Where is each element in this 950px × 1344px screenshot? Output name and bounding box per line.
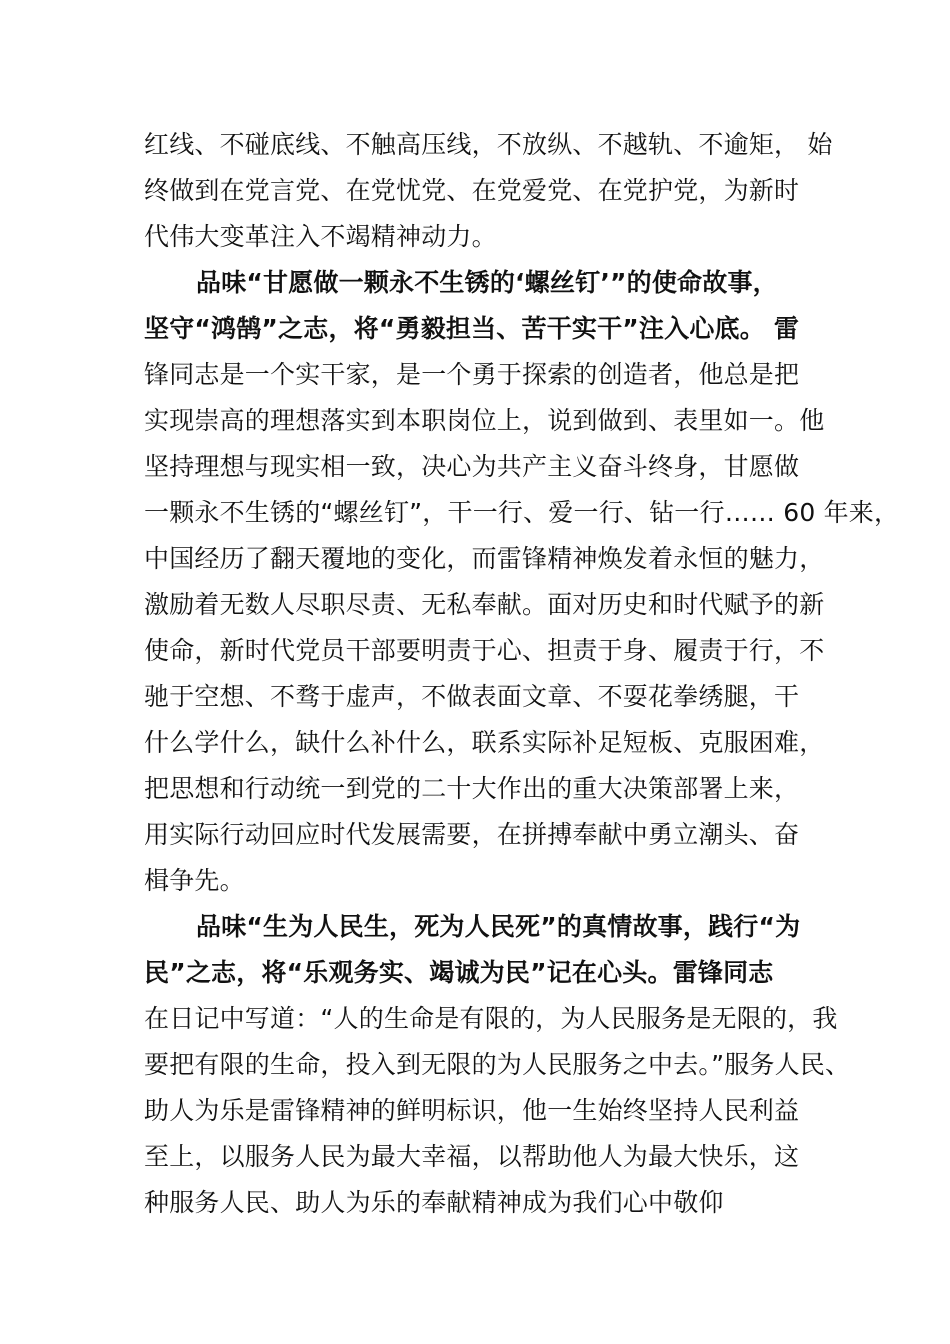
text-line: 把思想和行动统一到党的二十大作出的重大决策部署上来， [144, 774, 800, 803]
paragraph-heading-line: 品味“甘愿做一颗永不生锈的‘螺丝钉’”的使命故事， [196, 268, 778, 297]
text-line: 一颗永不生锈的“螺丝钉”，干一行、爱一行、钻一行…… 60 年来， [144, 498, 900, 527]
paragraph-heading-line: 民”之志，将“乐观务实、竭诚为民”记在心头。雷锋同志 [144, 958, 774, 987]
text-line: 激励着无数人尽职尽责、无私奉献。面对历史和时代赋予的新 [144, 590, 825, 619]
text-line: 至上，以服务人民为最大幸福，以帮助他人为最大快乐，这 [144, 1142, 800, 1171]
paragraph-heading-line: 坚守“鸿鹄”之志，将“勇毅担当、苦干实干”注入心底。 雷 [144, 314, 800, 343]
text-line: 在日记中写道：“人的生命是有限的，为人民服务是无限的，我 [144, 1004, 838, 1033]
text-line: 红线、不碰底线、不触高压线，不放纵、不越轨、不逾矩， 始 [144, 130, 833, 159]
text-line: 用实际行动回应时代发展需要，在拼搏奉献中勇立潮头、奋 [144, 820, 800, 849]
text-line: 楫争先。 [144, 866, 245, 895]
text-line: 实现崇高的理想落实到本职岗位上，说到做到、表里如一。他 [144, 406, 825, 435]
text-line: 坚持理想与现实相一致，决心为共产主义奋斗终身，甘愿做 [144, 452, 800, 481]
text-line: 锋同志是一个实干家，是一个勇于探索的创造者，他总是把 [144, 360, 800, 389]
text-line: 种服务人民、助人为乐的奉献精神成为我们心中敬仰 [144, 1188, 724, 1217]
text-line: 要把有限的生命，投入到无限的为人民服务之中去。”服务人民、 [144, 1050, 851, 1079]
text-line: 代伟大变革注入不竭精神动力。 [144, 222, 497, 251]
text-line: 终做到在党言党、在党忧党、在党爱党、在党护党，为新时 [144, 176, 800, 205]
text-line: 助人为乐是雷锋精神的鲜明标识，他一生始终坚持人民利益 [144, 1096, 800, 1125]
text-line: 使命，新时代党员干部要明责于心、担责于身、履责于行，不 [144, 636, 825, 665]
text-line: 什么学什么，缺什么补什么，联系实际补足短板、克服困难， [144, 728, 825, 757]
text-line: 中国经历了翻天覆地的变化，而雷锋精神焕发着永恒的魅力， [144, 544, 825, 573]
paragraph-heading-line: 品味“生为人民生，死为人民死”的真情故事，践行“为 [196, 912, 801, 941]
text-line: 驰于空想、不骛于虚声，不做表面文章、不耍花拳绣腿，干 [144, 682, 800, 711]
